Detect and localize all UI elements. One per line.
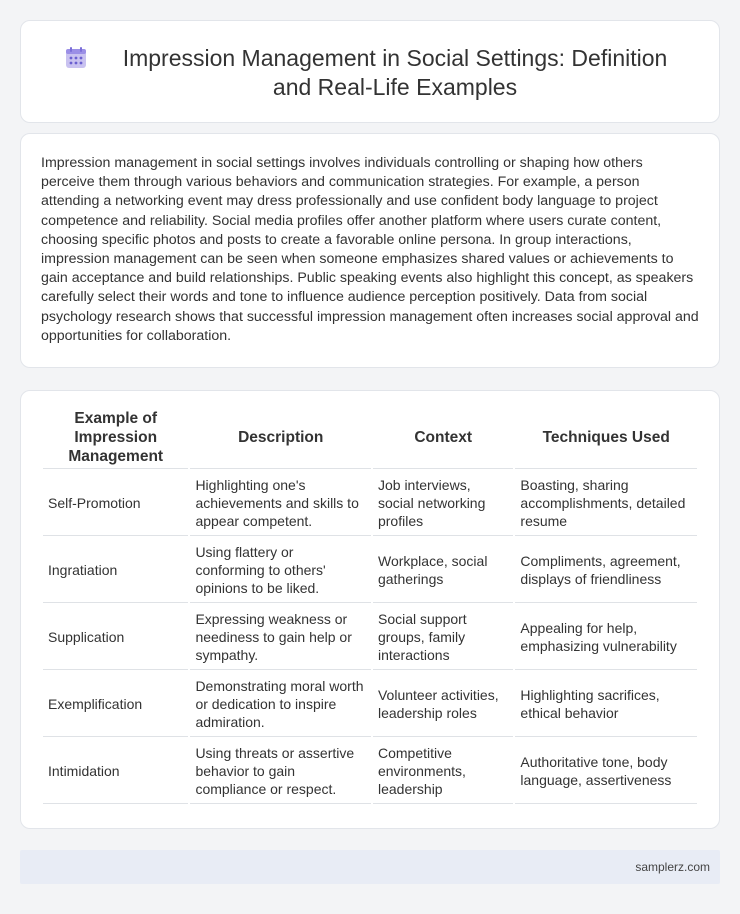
cell-description: Using threats or assertive behavior to gain compliance or respect. xyxy=(190,739,371,804)
table-row xyxy=(43,739,697,804)
cell-techniques: Appealing for help, emphasizing vulnerability xyxy=(515,605,697,670)
cell-example: Self-Promotion xyxy=(43,471,188,536)
cell-context: Job interviews, social networking profiles xyxy=(373,471,513,536)
footer-bar xyxy=(20,850,720,884)
column-header-description: Description xyxy=(190,407,371,469)
table-header-row xyxy=(43,407,697,469)
cell-example: Ingratiation xyxy=(43,538,188,603)
cell-techniques: Authoritative tone, body language, assertiveness xyxy=(515,739,697,804)
cell-context: Social support groups, family interactions xyxy=(373,605,513,670)
examples-table xyxy=(41,405,699,806)
table-row xyxy=(43,538,697,603)
table-row xyxy=(43,471,697,536)
page-title: Impression Management in Social Settings: Definition and Real-Life Examples xyxy=(122,45,668,100)
cell-description: Highlighting one's achievements and skills to appear competent. xyxy=(190,471,371,536)
cell-description: Expressing weakness or neediness to gain help or sympathy. xyxy=(190,605,371,670)
cell-example: Supplication xyxy=(43,605,188,670)
cell-context: Volunteer activities, leadership roles xyxy=(373,672,513,737)
table-row xyxy=(43,605,697,670)
intro-card xyxy=(20,133,720,368)
cell-example: Exemplification xyxy=(43,672,188,737)
cell-techniques: Highlighting sacrifices, ethical behavior xyxy=(515,672,697,737)
cell-techniques: Boasting, sharing accomplishments, detailed resume xyxy=(515,471,697,536)
footer-site-link[interactable]: samplerz.com xyxy=(635,860,710,874)
cell-context: Competitive environments, leadership xyxy=(373,739,513,804)
intro-paragraph: Impression management in social settings involves individuals controlling or shaping how others perceive them through various behaviors and communication strategies. For example, a person attending a networking event may dress professionally and use confident body language to project competence and reliability. Social media profiles offer another platform where users curate content, choosing specific photos and posts to create a favorable online persona. In group interactions, impression management can be seen when someone emphasizes shared values or achievements to gain acceptance and build relationships. Public speaking events also highlight this concept, as speakers carefully select their words and tone to influence audience perception positively. Data from social psychology research shows that successful impression management often increases social approval and opportunities for collaboration. xyxy=(41,155,699,344)
table-card xyxy=(20,390,720,829)
column-header-context: Context xyxy=(373,407,513,469)
cell-techniques: Compliments, agreement, displays of friendliness xyxy=(515,538,697,603)
cell-description: Demonstrating moral worth or dedication to inspire admiration. xyxy=(190,672,371,737)
cell-example: Intimidation xyxy=(43,739,188,804)
column-header-example: Example of Impression Management xyxy=(43,407,188,469)
title-card xyxy=(20,20,720,123)
cell-context: Workplace, social gatherings xyxy=(373,538,513,603)
column-header-techniques: Techniques Used xyxy=(515,407,697,469)
table-row xyxy=(43,672,697,737)
cell-description: Using flattery or conforming to others' opinions to be liked. xyxy=(190,538,371,603)
